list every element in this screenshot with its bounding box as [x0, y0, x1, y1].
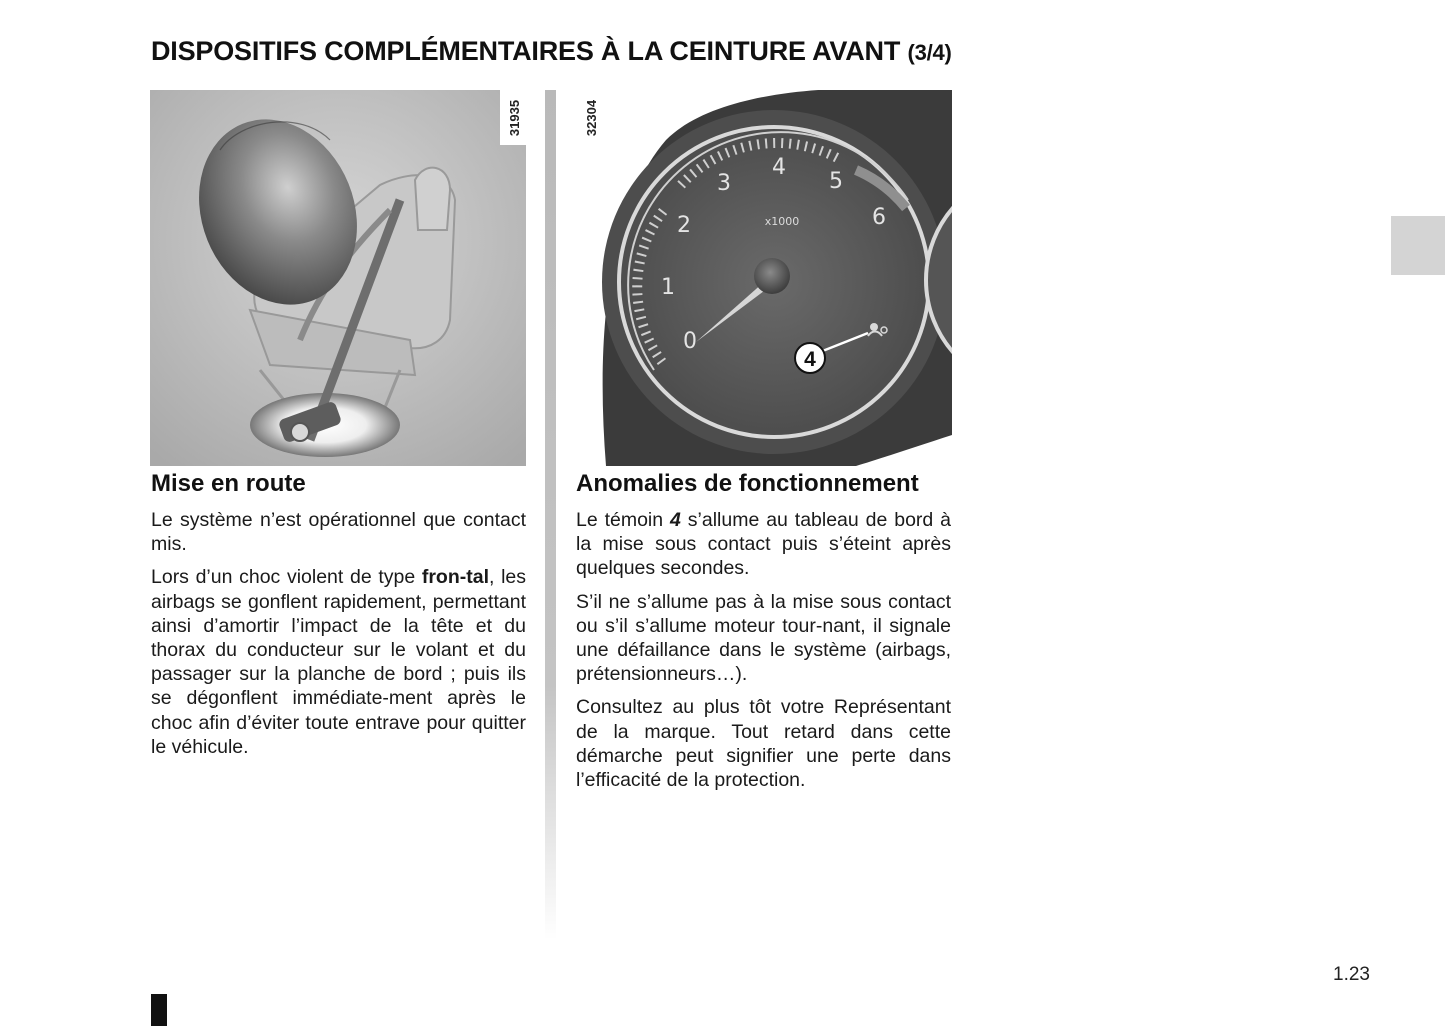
gauge-label-6: 6 — [872, 205, 886, 230]
section-anomalies — [576, 470, 951, 801]
paragraph — [151, 565, 526, 759]
gauge-label-2: 2 — [677, 213, 691, 238]
gauge-label-4: 4 — [772, 155, 786, 180]
gauge-label-5: 5 — [829, 169, 843, 194]
gauge-unit: x1000 — [764, 215, 800, 228]
page-title-suffix: (3/4) — [907, 40, 952, 65]
paragraph-text: Lors d’un choc violent de type — [151, 566, 422, 589]
figure-code-right: 32304 — [584, 99, 599, 137]
paragraph-text: s’allume au tableau de bord à la mise sous contact puis s’éteint après quelques secondes. — [576, 509, 951, 580]
gauge-label-0: 0 — [683, 329, 697, 354]
section-heading: Mise en route — [151, 470, 306, 497]
figure-code-left: 31935 — [507, 99, 522, 137]
tachometer-illustration — [576, 90, 952, 466]
paragraph: S’il ne s’allume pas à la mise sous contact ou s’il s’allume moteur tour-nant, il signale une défaillance dans le système (airbags, prétensionneurs…). — [576, 590, 951, 686]
emphasis-text: fron-tal — [421, 566, 489, 589]
callout-number: 4 — [804, 348, 816, 371]
page-title — [151, 36, 952, 67]
section-mise-en-route — [151, 470, 526, 768]
gauge-label-3: 3 — [717, 171, 731, 196]
reference-number: 4 — [670, 509, 681, 531]
gauge-label-1: 1 — [661, 275, 675, 300]
section-tab — [1391, 216, 1445, 275]
page-number: 1.23 — [1333, 964, 1370, 985]
column-divider — [545, 90, 556, 940]
airbag-drawing — [150, 90, 526, 466]
paragraph — [576, 508, 951, 581]
page-title-main: DISPOSITIFS COMPLÉMENTAIRES À LA CEINTURE AVANT — [151, 36, 901, 66]
section-heading: Anomalies de fonctionnement — [576, 470, 919, 497]
corner-mark — [151, 994, 167, 1026]
paragraph: Le système n’est opérationnel que contact mis. — [151, 509, 526, 556]
tachometer-drawing — [576, 90, 952, 466]
airbag-illustration — [150, 90, 526, 466]
paragraph-text: Le témoin — [576, 509, 671, 531]
paragraph-text: , les airbags se gonflent rapidement, permettant ainsi d’amortir l’impact de la tête et du thorax du conducteur sur le volant et du passager sur la planche de bord ; puis ils se dégonflent immédiate-ment après le choc afin d’éviter toute entrave pour quitter le véhicule. — [151, 566, 526, 758]
paragraph: Consultez au plus tôt votre Représentant de la marque. Tout retard dans cette démarche peut signifier une perte dans l’efficacité de la protection. — [576, 696, 951, 792]
